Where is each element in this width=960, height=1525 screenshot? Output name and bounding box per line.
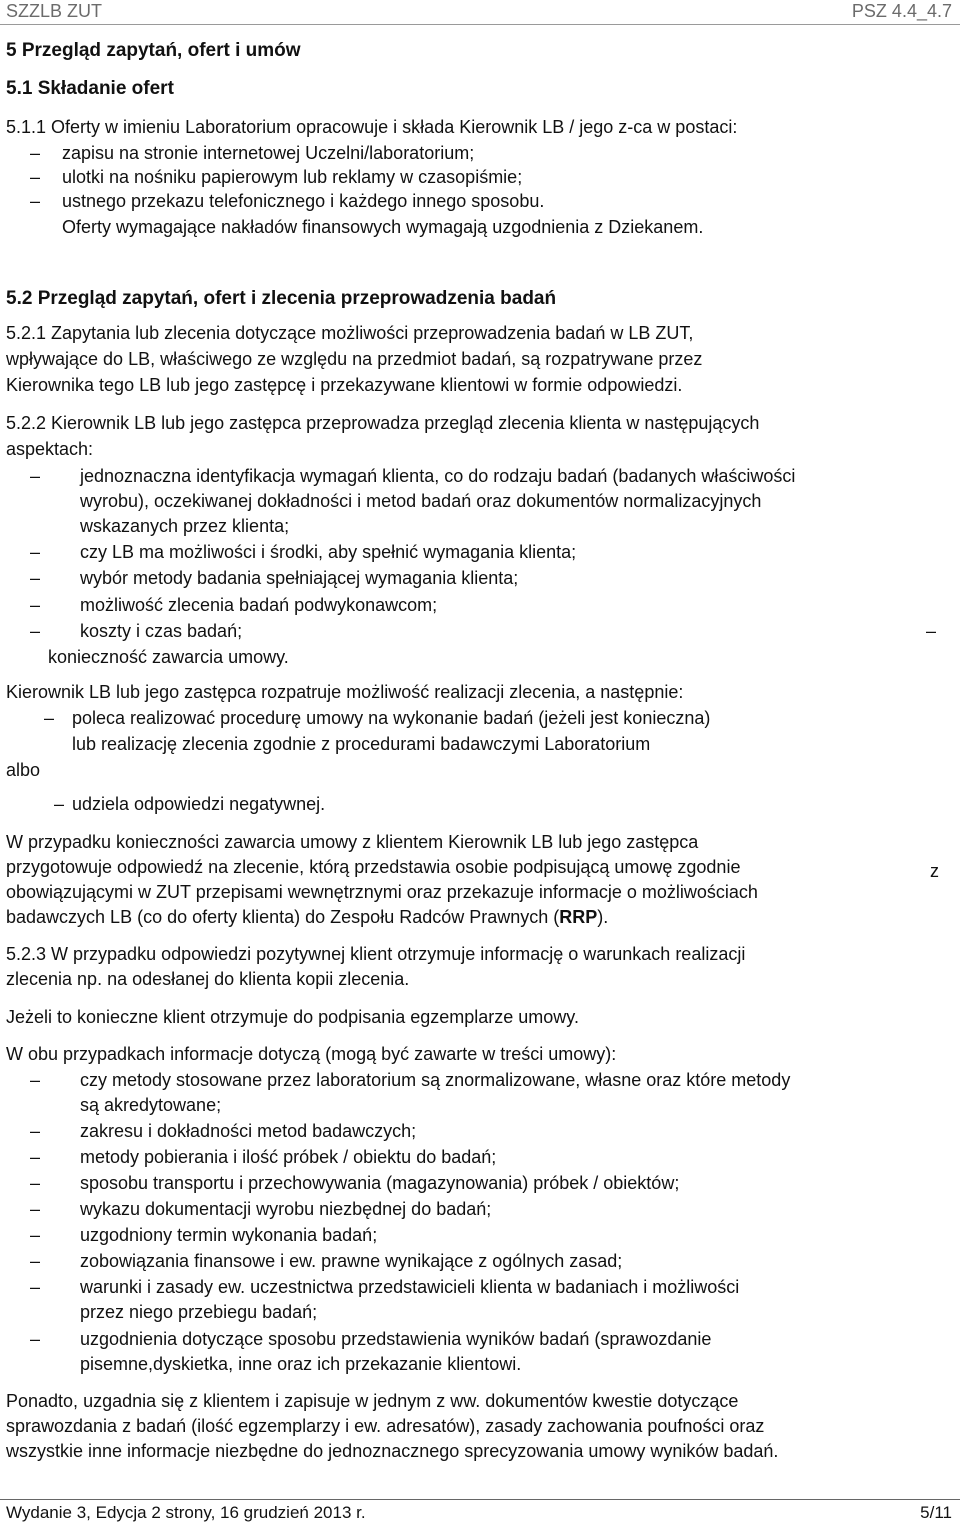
list-item-continuation: wyrobu), oczekiwanej dokładności i metod badań oraz dokumentów normalizacyjnych [80,491,762,511]
paragraph-umowa-line [6,906,608,928]
paragraph-5-2-2-line: 5.2.2 Kierownik LB lub jego zastępca przeprowadza przegląd zlecenia klienta w następujących [6,413,760,433]
paragraph-ponadto-line: sprawozdania z badań (ilość egzemplarzy i ew. adresatów), zasady zachowania poufności oraz [6,1416,765,1436]
list-item-continuation: wskazanych przez klienta; [80,516,290,536]
list-item: czy metody stosowane przez laboratorium są znormalizowane, własne oraz które metody [80,1070,791,1090]
list-dash: – [30,191,41,211]
paragraph-5-2-1-line: 5.2.1 Zapytania lub zlecenia dotyczące możliwości przeprowadzenia badań w LB ZUT, [6,323,694,343]
paragraph-5-1-1: 5.1.1 Oferty w imieniu Laboratorium opracowuje i składa Kierownik LB / jego z-ca w postaci: [6,117,738,137]
list-dash: – [926,621,937,641]
list-item: metody pobierania i ilość próbek / obiektu do badań; [80,1147,497,1167]
list-item: udziela odpowiedzi negatywnej. [72,794,326,814]
paragraph-5-2-1-line: Kierownika tego LB lub jego zastępcę i przekazywane klientowi w formie odpowiedzi. [6,375,683,395]
list-dash: – [30,1199,41,1219]
section-5-heading: 5 Przegląd zapytań, ofert i umów [6,40,301,61]
list-dash: – [44,708,55,728]
list-item-continuation: przez niego przebiegu badań; [80,1302,318,1322]
list-dash: – [30,621,41,641]
list-item: ustnego przekazu telefonicznego i każdego innego sposobu. [62,191,545,211]
list-item: koszty i czas badań; [80,621,243,641]
list-item: poleca realizować procedurę umowy na wykonanie badań (jeżeli jest konieczna) [72,708,711,728]
paragraph-umowa-line: obowiązującymi w ZUT przepisami wewnętrznymi oraz przekazuje informacje o możliwościach [6,882,758,902]
page-header [0,0,960,28]
list-item: sposobu transportu i przechowywania (magazynowania) próbek / obiektów; [80,1173,680,1193]
umowa-text: badawczych LB (co do oferty klienta) do Zespołu Radców Prawnych ( [6,907,560,927]
list-item: uzgodnienia dotyczące sposobu przedstawienia wyników badań (sprawozdanie [80,1329,712,1349]
list-dash: – [30,542,41,562]
paragraph-oferty: Oferty wymagające nakładów finansowych wymagają uzgodnienia z Dziekanem. [62,217,704,237]
list-dash: – [30,1225,41,1245]
paragraph-obu: W obu przypadkach informacje dotyczą (mogą być zawarte w treści umowy): [6,1044,617,1064]
list-item: wykazu dokumentacji wyrobu niezbędnej do badań; [80,1199,492,1219]
header-divider [0,24,960,25]
list-item: czy LB ma możliwości i środki, aby spełnić wymagania klienta; [80,542,577,562]
list-dash: – [54,794,65,814]
header-doc-code: PSZ 4.4_4.7 [851,1,952,21]
list-item: zakresu i dokładności metod badawczych; [80,1121,417,1141]
paragraph-umowa-line: W przypadku konieczności zawarcia umowy z klientem Kierownik LB lub jego zastępca [6,832,699,852]
list-item: możliwość zlecenia badań podwykonawcom; [80,595,438,615]
rrp-abbrev: RRP [559,907,598,927]
list-item: wybór metody badania spełniającej wymagania klienta; [80,568,519,588]
list-item: warunki i zasady ew. uczestnictwa przedstawicieli klienta w badaniach i możliwości [80,1277,740,1297]
list-item: jednoznaczna identyfikacja wymagań klienta, co do rodzaju badań (badanych właściwości [80,466,796,486]
list-item: zapisu na stronie internetowej Uczelni/laboratorium; [62,143,475,163]
list-dash: – [30,1329,41,1349]
paragraph-jezeli: Jeżeli to konieczne klient otrzymuje do podpisania egzemplarze umowy. [6,1007,579,1027]
section-5-1-heading: 5.1 Składanie ofert [6,78,174,99]
paragraph-ponadto-line: wszystkie inne informacje niezbędne do jednoznacznego sprecyzowania umowy wyników badań. [6,1441,779,1461]
list-item: ulotki na nośniku papierowym lub reklamy w czasopiśmie; [62,167,523,187]
list-dash: – [30,1251,41,1271]
list-dash: – [30,1121,41,1141]
section-5-2-heading: 5.2 Przegląd zapytań, ofert i zlecenia przeprowadzenia badań [6,288,557,309]
list-dash: – [30,1277,41,1297]
list-item: konieczność zawarcia umowy. [48,647,289,667]
list-item: uzgodniony termin wykonania badań; [80,1225,378,1245]
paragraph-kierownik: Kierownik LB lub jego zastępca rozpatruje możliwość realizacji zlecenia, a następnie: [6,682,684,702]
list-dash: – [30,466,41,486]
paragraph-5-2-2-line: aspektach: [6,439,94,459]
list-item-continuation: lub realizację zlecenia zgodnie z procedurami badawczymi Laboratorium [72,734,651,754]
list-dash: – [30,167,41,187]
paragraph-umowa-stray-z: z [930,861,939,881]
paragraph-umowa-line: przygotowuje odpowiedź na zlecenie, którą przedstawia osobie podpisującą umowę zgodnie [6,857,741,877]
list-item: zobowiązania finansowe i ew. prawne wynikające z ogólnych zasad; [80,1251,623,1271]
list-dash: – [30,1070,41,1090]
umowa-text-end: ). [597,907,609,927]
paragraph-5-2-3-line: zlecenia np. na odesłanej do klienta kopii zlecenia. [6,969,410,989]
list-dash: – [30,143,41,163]
list-item-continuation: są akredytowane; [80,1095,222,1115]
albo-label: albo [6,760,41,780]
list-dash: – [30,568,41,588]
header-org: SZZLB ZUT [6,1,103,21]
list-dash: – [30,1147,41,1167]
list-dash: – [30,595,41,615]
footer-divider [0,1499,960,1500]
footer-edition: Wydanie 3, Edycja 2 strony, 16 grudzień 2013 r. [6,1503,366,1522]
list-item-continuation: pisemne,dyskietka, inne oraz ich przekazanie klientowi. [80,1354,522,1374]
list-dash: – [30,1173,41,1193]
paragraph-5-2-3-line: 5.2.3 W przypadku odpowiedzi pozytywnej klient otrzymuje informację o warunkach realizacji [6,944,746,964]
footer-page-number: 5/11 [920,1503,952,1522]
paragraph-5-2-1-line: wpływające do LB, właściwego ze względu na przedmiot badań, są rozpatrywane przez [6,349,703,369]
paragraph-ponadto-line: Ponadto, uzgadnia się z klientem i zapisuje w jednym z ww. dokumentów kwestie dotyczące [6,1391,739,1411]
